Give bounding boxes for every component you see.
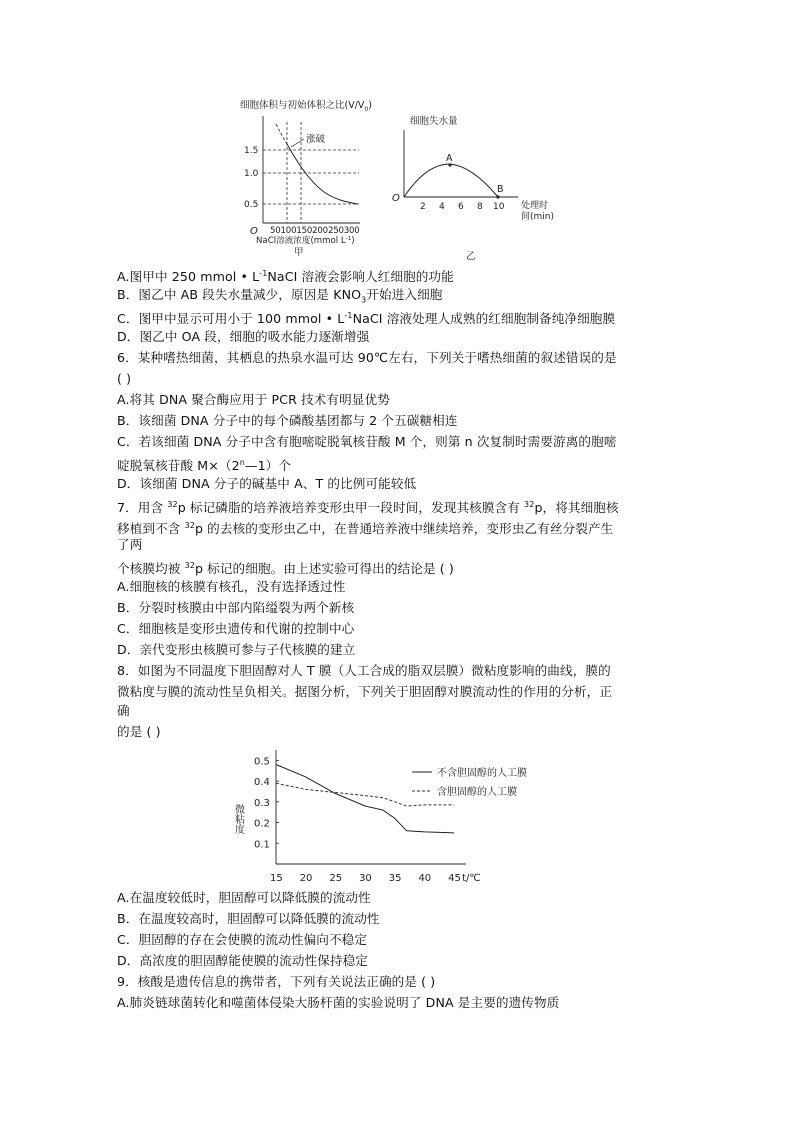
yi-xtick: 4	[439, 202, 445, 212]
yi-label-a: A	[446, 153, 453, 164]
chart-xtick-label: 35	[388, 873, 402, 884]
jia-ytick: 1.0	[244, 169, 259, 179]
jia-curve-dashed	[276, 124, 287, 144]
q6-stem: 6．某种嗜热细菌，其栖息的热泉水温可达 90℃左右，下列关于嗜热细菌的叙述错误的是	[117, 350, 617, 365]
q8-stem-line4: 的是 ( )	[117, 724, 161, 739]
q7-option-c: C．细胞核是变形虫遗传和代谢的控制中心	[117, 621, 355, 636]
q7-stem-line4: 个核膜均被 $^{32}$p 标记的细胞。由上述实验可得出的结论是 ( )	[117, 561, 454, 576]
jia-curve	[287, 144, 358, 204]
q6-paren: ( )	[117, 371, 132, 386]
yi-xtick: 10	[493, 202, 505, 212]
chart-xlabel: t/℃	[462, 873, 481, 884]
q5-option-c: C．图甲中显示可用小于 100 mmol • $L^{-1}NaCI$ 溶液处理人成熟的红细胞制备纯净细胞膜	[117, 311, 616, 326]
q6-option-d: D．该细菌 DNA 分子的碱基中 A、T 的比例可能较低	[117, 476, 417, 491]
series-with-cholesterol	[276, 783, 454, 806]
chart-xtick-label: 20	[299, 873, 313, 884]
q6-option-a: A.将其 DNA 聚合酶应用于 PCR 技术有明显优势	[117, 392, 390, 407]
viscosity-chart	[228, 742, 588, 888]
chart-ytick-label: 0.3	[254, 797, 270, 809]
chart-ytick-label: 0.2	[254, 818, 270, 830]
chart-ylabel: 微粘度	[232, 804, 244, 834]
chart-xtick-label: 45	[448, 873, 461, 884]
q7-stem-line2: 移植到不含 $^{32}$p 的去核的变形虫乙中，在普通培养液中继续培养，变形虫乙有丝分裂产生	[117, 521, 614, 536]
chart-xtick-label: 40	[418, 873, 432, 884]
jia-y-title: 细胞体积与初始体积之比$(V/V_0)$	[240, 100, 372, 113]
q6-option-c-line2: 啶脱氧核苷酸 $M\times(2^n—1)$个	[117, 458, 292, 473]
jia-pointer	[291, 139, 304, 147]
chart-xtick-label: 25	[329, 873, 343, 884]
yi-origin: O	[392, 193, 400, 204]
q7-option-d: D．亲代变形虫核膜可参与子代核膜的建立	[117, 642, 356, 657]
chart-xtick-label: 30	[359, 873, 372, 884]
q8-stem-line3: 确	[117, 703, 130, 718]
jia-annotation: 涨破	[306, 134, 326, 145]
q7-option-a: A.细胞核的核膜有核孔，没有选择透过性	[117, 579, 346, 594]
yi-caption: 乙	[466, 251, 476, 262]
jia-xticks: 50100150200250300	[270, 226, 360, 236]
chart-ytick-label: 0.5	[254, 756, 270, 768]
chart-xtick-label: 15	[270, 873, 283, 884]
jia-caption: 甲	[294, 247, 304, 258]
q7-stem-line1: 7．用含 $^{32}$p 标记磷脂的培养液培养变形虫甲一段时间，发现其核膜含有 $^{32}$p，将其细胞核	[117, 500, 619, 515]
series-no-cholesterol	[276, 765, 454, 833]
q6-option-b: B．该细菌 DNA 分子中的每个磷酸基团都与 2 个五碳糖相连	[117, 413, 458, 428]
yi-xtick: 6	[458, 202, 464, 212]
jia-ytick: 0.5	[244, 200, 259, 210]
yi-point-b	[496, 195, 499, 198]
q7-option-b: B．分裂时核膜由中部内陷缢裂为两个新核	[117, 600, 355, 615]
q8-stem-line2: 微粘度与膜的流动性呈负相关。据图分析，下列关于胆固醇对膜流动性的作用的分析，正	[117, 684, 613, 699]
chart-ytick-label: 0.1	[254, 839, 270, 851]
q8-option-c: C．胆固醇的存在会使膜的流动性偏向不稳定	[117, 932, 368, 947]
figure-yi	[388, 104, 558, 264]
jia-origin: O	[250, 226, 258, 237]
q8-option-b: B．在温度较高时，胆固醇可以降低膜的流动性	[117, 911, 380, 926]
q7-stem-line3: 了两	[117, 537, 143, 552]
yi-xtick: 8	[477, 202, 483, 212]
jia-ytick: 1.5	[244, 146, 259, 156]
yi-xlabel-1: 处理时	[521, 201, 549, 211]
yi-y-title: 细胞失水量	[410, 116, 458, 127]
jia-xlabel: NaCl溶液浓度(mmol $L^{-1}$)	[256, 236, 355, 246]
yi-curve	[404, 164, 498, 197]
chart-ytick-label: 0.4	[254, 777, 270, 789]
legend-label-no-cholesterol: 不含胆固醇的人工膜	[437, 768, 527, 779]
legend-label-with-cholesterol: 含胆固醇的人工膜	[437, 787, 517, 798]
q9-option-a: A.肺炎链球菌转化和噬菌体侵染大肠杆菌的实验说明了 DNA 是主要的遗传物质	[117, 995, 560, 1010]
q6-option-c-line1: C．若该细菌 DNA 分子中含有胞嘧啶脱氧核苷酸 M 个，则第 n 次复制时需要游离的胞嘧	[117, 434, 617, 449]
q5-option-b: B．图乙中 AB 段失水量减少，原因是 $KNO_3$开始进入细胞	[117, 287, 443, 305]
q5-option-d: D．图乙中 OA 段，细胞的吸水能力逐渐增强	[117, 329, 370, 344]
figure-jia	[236, 92, 396, 264]
q8-stem-line1: 8．如图为不同温度下胆固醇对人 T 膜（人工合成的脂双层膜）微粘度影响的曲线，膜的	[117, 663, 611, 678]
q8-option-d: D．高浓度的胆固醇能使膜的流动性保持稳定	[117, 953, 368, 968]
yi-xtick: 2	[420, 202, 426, 212]
yi-xlabel-2: 间(min)	[521, 212, 554, 222]
q9-stem: 9．核酸是遗传信息的携带者，下列有关说法正确的是 ( )	[117, 974, 436, 989]
q8-option-a: A.在温度较低时，胆固醇可以降低膜的流动性	[117, 890, 371, 905]
q5-option-a: A.图甲中 250 mmol • $L^{-1}NaCI$ 溶液会影响人红细胞的功能	[117, 269, 454, 284]
yi-label-b: B	[497, 184, 504, 195]
